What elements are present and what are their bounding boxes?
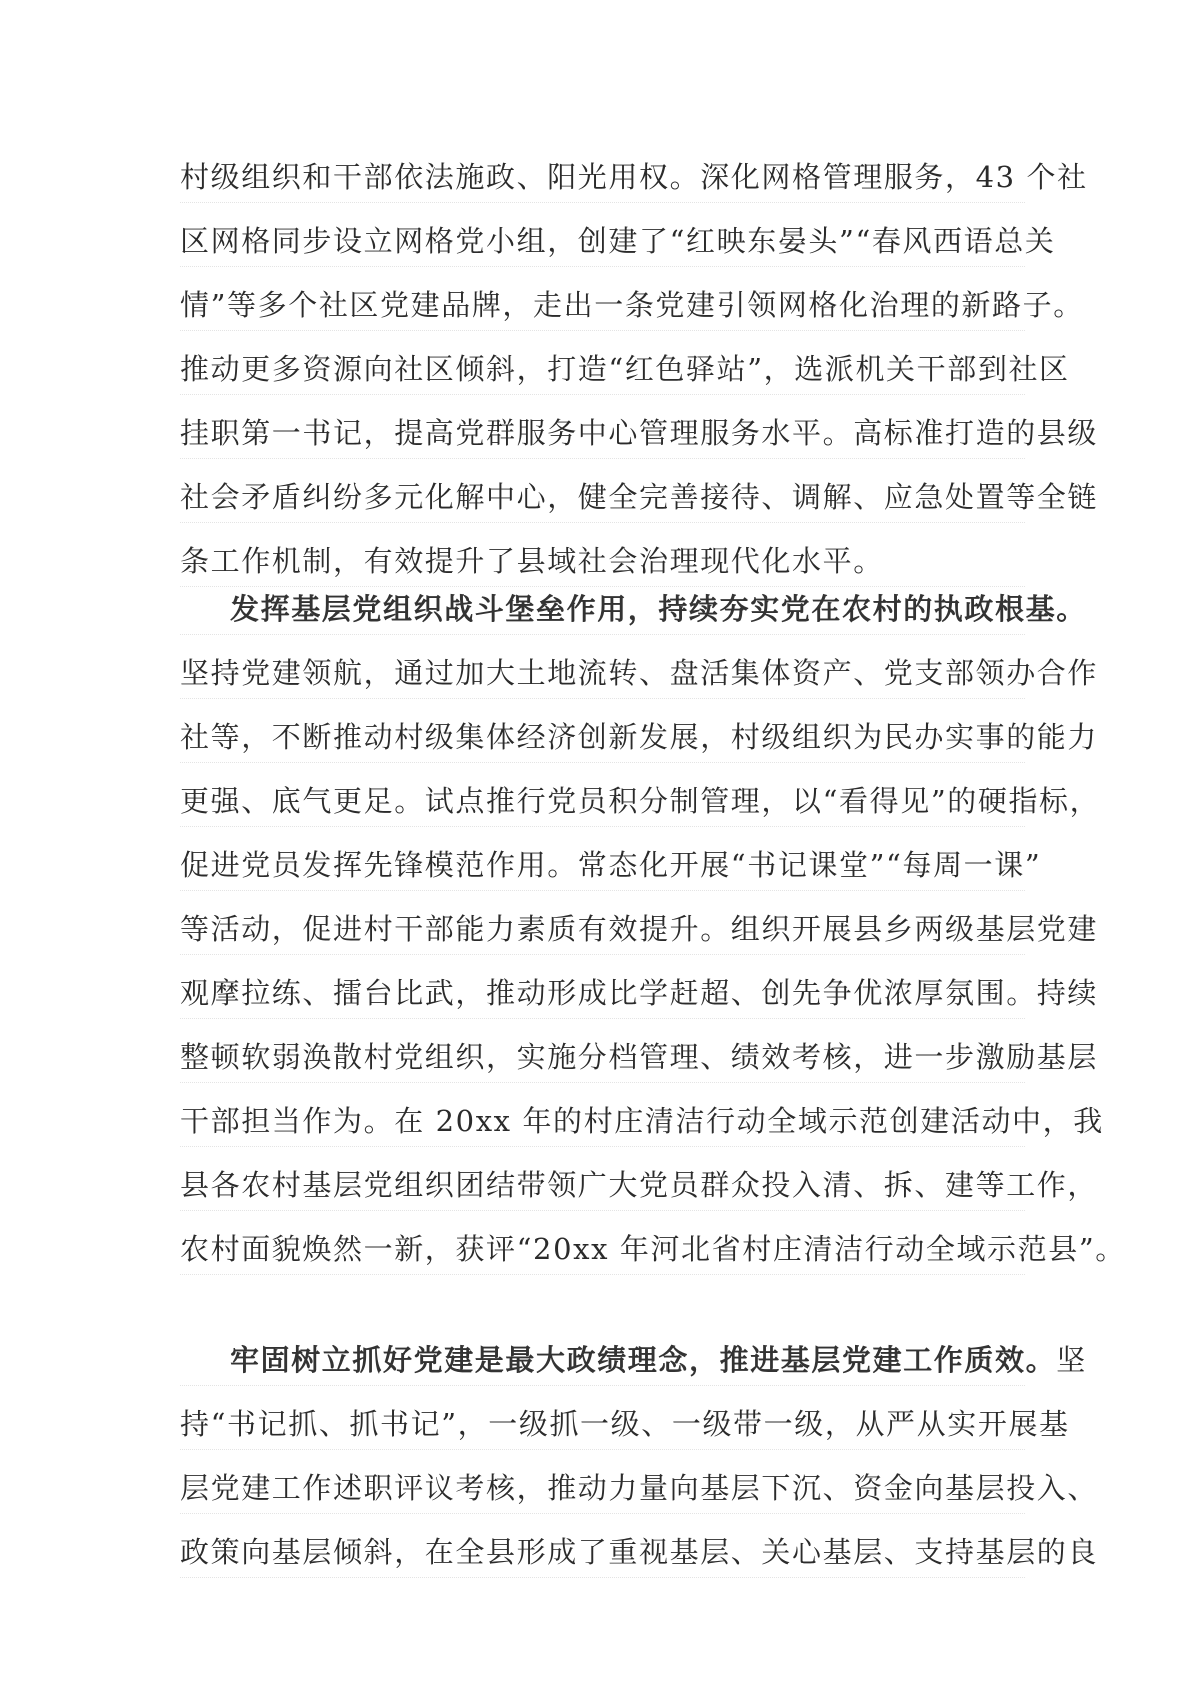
text-line: 社会矛盾纠纷多元化解中心，健全完善接待、调解、应急处置等全链 [180,465,1025,529]
text-line: 条工作机制，有效提升了县域社会治理现代化水平。 [180,529,1025,593]
text-line: 社等，不断推动村级集体经济创新发展，村级组织为民办实事的能力 [180,705,1025,769]
text-line: 干部担当作为。在 20xx 年的村庄清洁行动全域示范创建活动中，我 [180,1089,1025,1153]
text-line: 情”等多个社区党建品牌，走出一条党建引领网格化治理的新路子。 [180,273,1025,337]
text-line: 村级组织和干部依法施政、阳光用权。深化网格管理服务，43 个社 [180,145,1025,209]
paragraph-governance [180,145,1099,593]
text-line: 挂职第一书记，提高党群服务中心管理服务水平。高标准打造的县级 [180,401,1025,465]
text-line: 等活动，促进村干部能力素质有效提升。组织开展县乡两级基层党建 [180,897,1025,961]
paragraph-lead-tail: 坚 [1056,1343,1087,1377]
text-line: 更强、底气更足。试点推行党员积分制管理，以“看得见”的硬指标， [180,769,1025,833]
text-line: 促进党员发挥先锋模范作用。常态化开展“书记课堂”“每周一课” [180,833,1025,897]
text-line: 区网格同步设立网格党小组，创建了“红映东晏头”“春风西语总关 [180,209,1025,273]
text-line: 坚持党建领航，通过加大土地流转、盘活集体资产、党支部领办合作 [180,641,1025,705]
paragraph-rural-party-organization [180,577,1126,1281]
paragraph-lead-heading: 牢固树立抓好党建是最大政绩理念，推进基层党建工作质效。 [230,1343,1057,1377]
text-line-lead [180,577,1087,641]
text-line: 县各农村基层党组织团结带领广大党员群众投入清、拆、建等工作， [180,1153,1025,1217]
text-line-lead [180,1328,1087,1392]
text-line: 持“书记抓、抓书记”，一级抓一级、一级带一级，从严从实开展基 [180,1392,1025,1456]
paragraph-lead-heading: 发挥基层党组织战斗堡垒作用，持续夯实党在农村的执政根基。 [230,592,1087,626]
text-line: 推动更多资源向社区倾斜，打造“红色驿站”，选派机关干部到社区 [180,337,1025,401]
text-line: 政策向基层倾斜，在全县形成了重视基层、关心基层、支持基层的良 [180,1520,1025,1584]
text-line: 农村面貌焕然一新，获评“20xx 年河北省村庄清洁行动全域示范县”。 [180,1217,1025,1281]
text-line: 整顿软弱涣散村党组织，实施分档管理、绩效考核，进一步激励基层 [180,1025,1025,1089]
text-line: 观摩拉练、擂台比武，推动形成比学赶超、创先争优浓厚氛围。持续 [180,961,1025,1025]
text-line: 层党建工作述职评议考核，推动力量向基层下沉、资金向基层投入、 [180,1456,1025,1520]
paragraph-party-building-quality [180,1328,1099,1584]
